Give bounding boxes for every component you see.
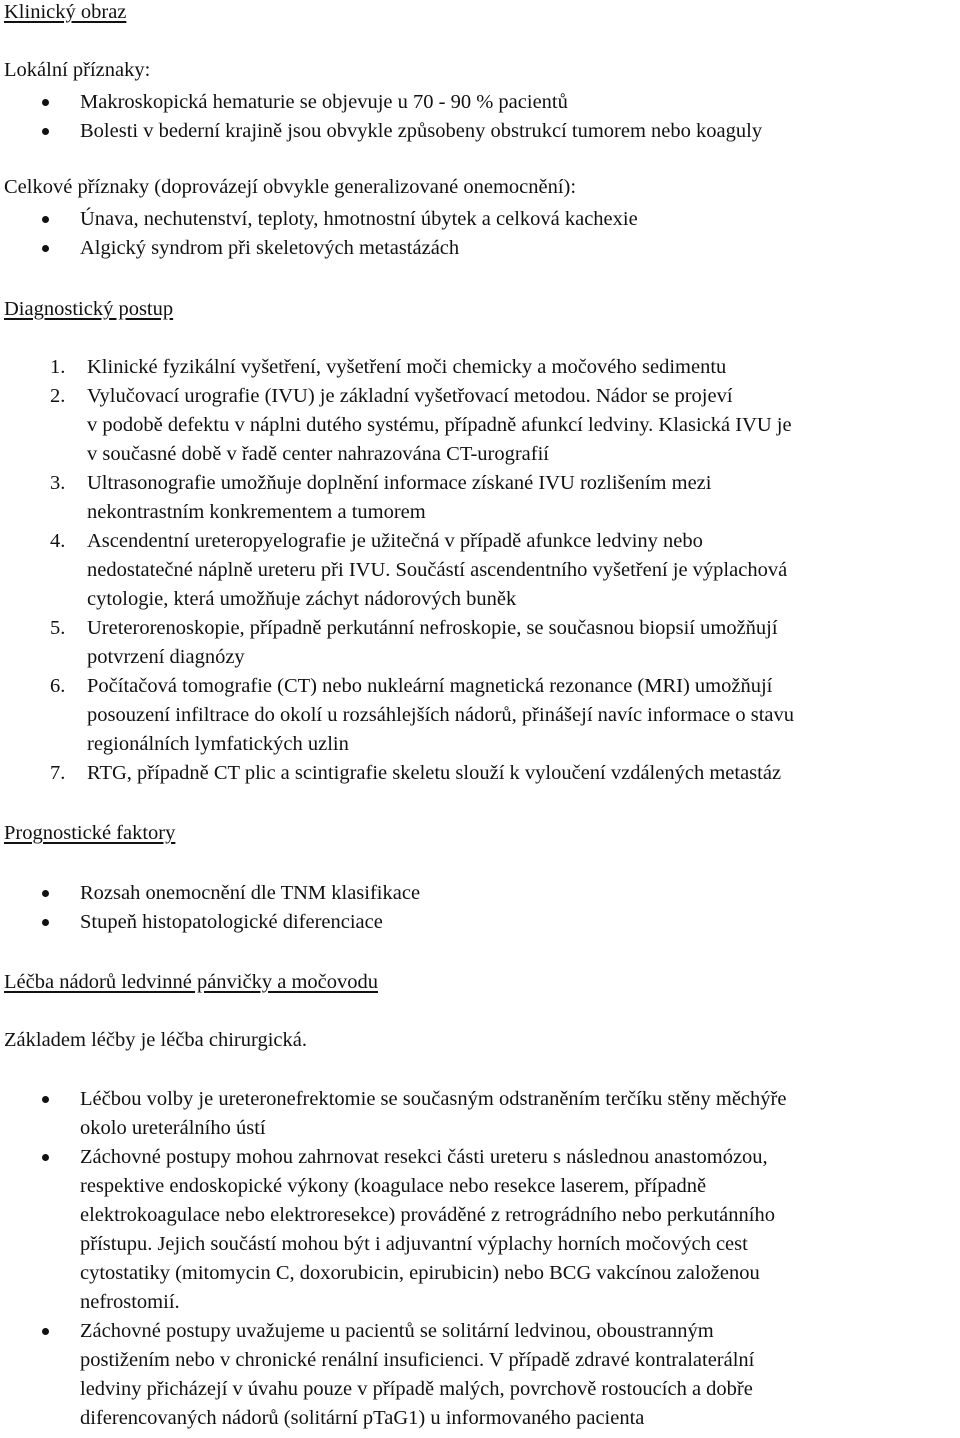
bullet-icon	[42, 1154, 49, 1161]
diagnostic-heading: Diagnostický postup	[4, 298, 174, 320]
diagnostic-step: 3. Ultrasonografie umožňuje doplnění informace získané IVU rozlišením mezi nekontrastním konkrementem a tumorem	[50, 472, 712, 523]
local-symptoms-list	[0, 88, 762, 146]
diagnostic-step: 7. RTG, případně CT plic a scintigrafie skeletu slouží k vyloučení vzdálených metastáz	[50, 762, 782, 784]
diagnostic-step: 2. Vylučovací urografie (IVU) je základní vyšetřovací metodou. Nádor se projeví v podobě defektu v náplni dutého systému, případně afunkcí ledviny. Klasická IVU je v současné době v řadě center nahrazována CT-urografií	[50, 385, 792, 465]
bullet-icon	[42, 216, 49, 223]
diagnostic-step: 6. Počítačová tomografie (CT) nebo nukleární magnetická rezonance (MRI) umožňují posouzení infiltrace do okolí u rozsáhlejších nádorů, přinášejí navíc informace o stavu regionálních lymfatických uzlin	[50, 675, 795, 755]
list-item: Makroskopická hematurie se objevuje u 70 - 90 % pacientů	[0, 88, 762, 117]
list-item: Záchovné postupy mohou zahrnovat resekci části ureteru s následnou anastomózou, respektive endoskopické výkony (koagulace nebo resekce laserem, případně elektrokoagulace nebo elektroresekce) prováděné z retrográdního nebo perkutánního přístupu. Jejich součástí mohou být i adjuvantní výplachy horních močových cest cytostatiky (mitomycin C, doxorubicin, epirubicin) nebo BCG vakcínou založenou nefrostomií.	[0, 1143, 786, 1317]
bullet-icon	[42, 99, 49, 106]
prognostic-heading: Prognostické faktory	[4, 822, 176, 844]
treatment-list	[0, 1085, 786, 1433]
list-item: Stupeň histopatologické diferenciace	[0, 908, 420, 937]
treatment-heading: Léčba nádorů ledvinné pánvičky a močovodu	[4, 971, 378, 993]
list-item: Algický syndrom při skeletových metastázách	[0, 234, 638, 263]
general-symptoms-list	[0, 205, 638, 263]
list-item: Záchovné postupy uvažujeme u pacientů se solitární ledvinou, oboustranným postižením nebo v chronické renální insuficienci. V případě zdravé kontralaterální ledviny přicházejí v úvahu pouze v případě malých, povrchově rostoucích a dobře diferencovaných nádorů (solitární pTaG1) u informovaného pacienta	[0, 1317, 786, 1433]
bullet-icon	[42, 1096, 49, 1103]
bullet-icon	[42, 919, 49, 926]
diagnostic-step: 4. Ascendentní ureteropyelografie je užitečná v případě afunkce ledviny nebo nedostatečné náplně ureteru při IVU. Součástí ascendentního vyšetření je výplachová cytologie, která umožňuje záchyt nádorových buněk	[50, 530, 788, 610]
local-symptoms-label: Lokální příznaky:	[4, 59, 151, 81]
treatment-intro: Základem léčby je léčba chirurgická.	[4, 1029, 307, 1051]
general-symptoms-label: Celkové příznaky (doprovázejí obvykle generalizované onemocnění):	[4, 176, 577, 198]
bullet-icon	[42, 245, 49, 252]
list-item: Únava, nechutenství, teploty, hmotnostní úbytek a celková kachexie	[0, 205, 638, 234]
list-item: Léčbou volby je ureteronefrektomie se současným odstraněním terčíku stěny měchýře okolo ureterálního ústí	[0, 1085, 786, 1143]
bullet-icon	[42, 890, 49, 897]
diagnostic-step: 1. Klinické fyzikální vyšetření, vyšetření moči chemicky a močového sedimentu	[50, 356, 727, 378]
list-item: Bolesti v bederní krajině jsou obvykle způsobeny obstrukcí tumorem nebo koaguly	[0, 117, 762, 146]
prognostic-factors-list	[0, 879, 420, 937]
bullet-icon	[42, 128, 49, 135]
diagnostic-steps-list	[0, 353, 794, 788]
diagnostic-step: 5. Ureterorenoskopie, případně perkutánní nefroskopie, se současnou biopsií umožňují potvrzení diagnózy	[50, 617, 778, 668]
clinical-heading: Klinický obraz	[4, 1, 127, 23]
bullet-icon	[42, 1328, 49, 1335]
list-item: Rozsah onemocnění dle TNM klasifikace	[0, 879, 420, 908]
